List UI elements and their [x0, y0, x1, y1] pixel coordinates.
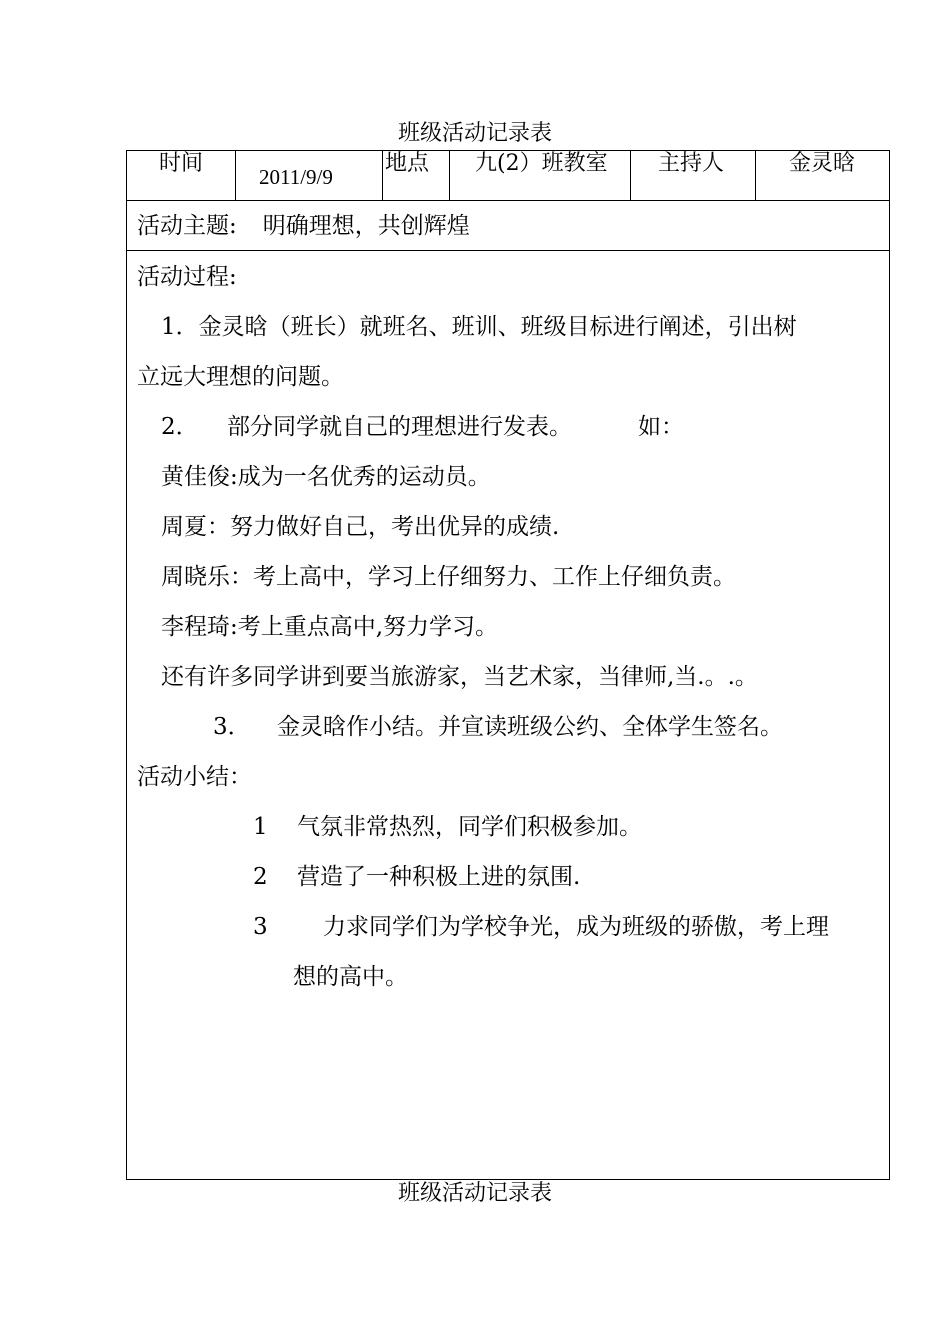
- process-item-3: [213, 712, 783, 742]
- theme-value: 明确理想，共创辉煌: [262, 213, 470, 239]
- host-label: 主持人: [658, 151, 725, 176]
- host-value: 金灵晗: [789, 151, 856, 176]
- item-text: 营造了一种积极上进的氛围.: [297, 864, 581, 890]
- time-value: 2011/9/9: [259, 165, 333, 189]
- item-number: 2．: [161, 414, 199, 440]
- col-divider: [235, 151, 236, 200]
- summary-label: 活动小结：: [137, 764, 252, 790]
- process-item-2: [161, 412, 684, 442]
- theme-row: [137, 211, 470, 241]
- col-divider: [630, 151, 631, 200]
- item-number: 3: [253, 914, 268, 940]
- item-text: 力求同学们为学校争光，成为班级的骄傲，考上理: [323, 914, 829, 940]
- item-text: 气氛非常热烈，同学们积极参加。: [297, 814, 642, 840]
- ideal-item: 黄佳俊:成为一名优秀的运动员。: [161, 464, 491, 490]
- summary-item-3: [253, 912, 829, 942]
- place-label: 地点: [385, 151, 430, 176]
- ideal-item: 李程琦:考上重点高中,努力学习。: [161, 614, 499, 640]
- page-title: 班级活动记录表: [397, 121, 552, 146]
- col-divider: [755, 151, 756, 200]
- row-divider: [127, 200, 889, 201]
- ideal-item: 周夏：努力做好自己，考出优异的成绩.: [161, 514, 560, 540]
- summary-item-2: [253, 862, 580, 892]
- item-text: 部分同学就自己的理想进行发表。: [227, 414, 572, 440]
- row-divider: [127, 250, 889, 251]
- item-number: 3．: [213, 714, 251, 740]
- col-divider: [449, 151, 450, 200]
- summary-item-1: [253, 812, 642, 842]
- place-value: 九(2）班教室: [475, 151, 608, 176]
- item-number: 1: [253, 814, 268, 840]
- process-item-1: 1．金灵晗（班长）就班名、班训、班级目标进行阐述，引出树: [161, 314, 797, 340]
- ideal-item: 周晓乐：考上高中，学习上仔细努力、工作上仔细负责。: [161, 564, 736, 590]
- item-number: 2: [253, 864, 268, 890]
- col-divider: [382, 151, 383, 200]
- record-table: [126, 150, 890, 1180]
- process-item-1-cont: 立远大理想的问题。: [137, 364, 344, 390]
- item-text: 金灵晗作小结。并宣读班级公约、全体学生签名。: [277, 714, 783, 740]
- process-label: 活动过程:: [137, 264, 237, 290]
- item-tail: 如：: [638, 414, 684, 440]
- ideal-item: 还有许多同学讲到要当旅游家，当艺术家，当律师,当.。.。: [161, 664, 758, 690]
- time-label: 时间: [159, 151, 204, 176]
- summary-item-3-cont: 想的高中。: [293, 964, 408, 990]
- theme-label: 活动主题:: [137, 213, 237, 239]
- footer-title: 班级活动记录表: [397, 1181, 552, 1206]
